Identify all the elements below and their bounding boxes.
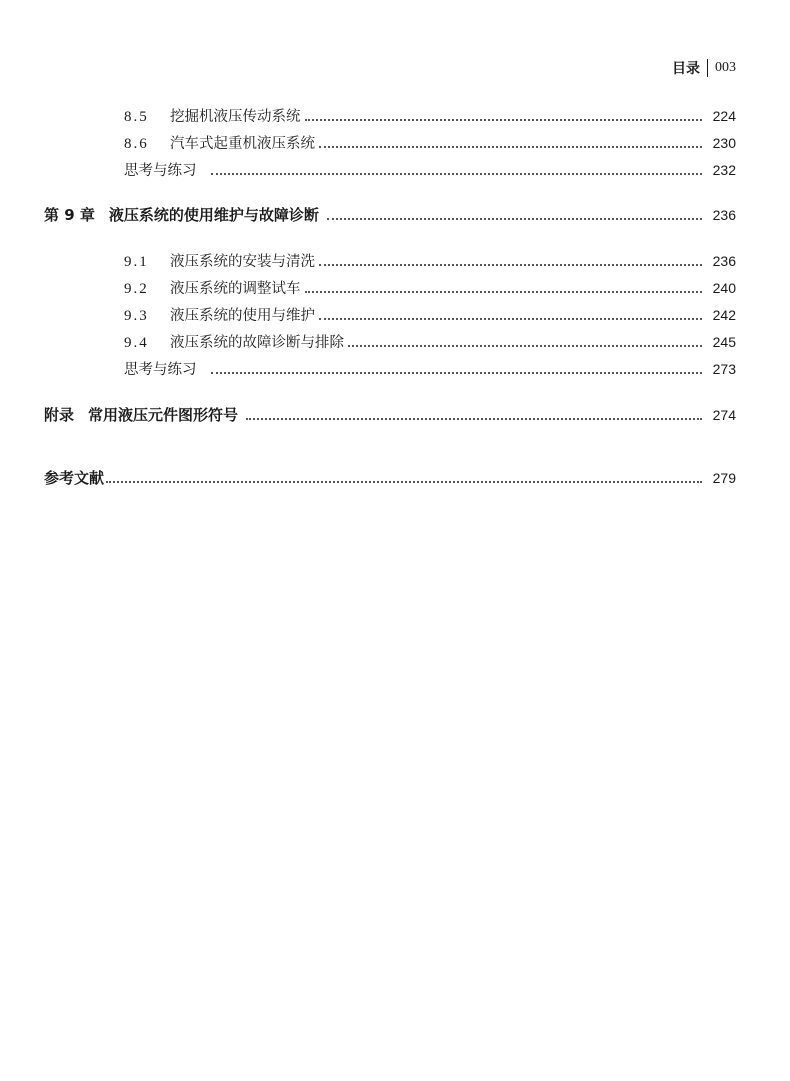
toc-appendix[interactable] xyxy=(44,406,736,424)
appendix-title: 常用液压元件图形符号 xyxy=(88,406,239,424)
page-number: 224 xyxy=(712,108,736,124)
toc-entry-exercises-9[interactable] xyxy=(124,360,736,379)
section-number: 8.5 xyxy=(124,109,149,125)
dot-leader xyxy=(211,173,703,175)
page-number: 274 xyxy=(712,407,736,423)
chapter-number: 第 9 章 xyxy=(44,206,95,224)
header-page-number: 003 xyxy=(715,60,736,75)
section-number: 9.2 xyxy=(124,281,149,297)
toc-entry-9-4[interactable] xyxy=(124,333,736,352)
toc-references[interactable] xyxy=(44,469,736,487)
references-title: 参考文献 xyxy=(44,469,105,487)
toc-entry-8-5[interactable] xyxy=(124,107,736,126)
section-number: 9.3 xyxy=(124,308,149,324)
toc-entry-9-3[interactable] xyxy=(124,306,736,325)
page-number: 236 xyxy=(712,253,736,269)
page-number: 230 xyxy=(712,135,736,151)
page-number: 232 xyxy=(712,162,736,178)
dot-leader xyxy=(319,264,702,266)
section-number: 8.6 xyxy=(124,136,149,152)
section-title: 思考与练习 xyxy=(124,362,197,378)
section-title: 挖掘机液压传动系统 xyxy=(170,109,301,125)
header-divider xyxy=(707,59,708,77)
toc-entry-9-2[interactable] xyxy=(124,279,736,298)
section-number: 9.4 xyxy=(124,335,149,351)
section-title: 汽车式起重机液压系统 xyxy=(170,136,315,152)
running-header xyxy=(672,58,736,78)
dot-leader xyxy=(305,291,703,293)
page-number: 273 xyxy=(712,361,736,377)
dot-leader xyxy=(327,218,702,220)
dot-leader xyxy=(348,345,702,347)
section-title: 液压系统的调整试车 xyxy=(170,281,301,297)
section-title: 思考与练习 xyxy=(124,163,197,179)
page-number: 242 xyxy=(712,307,736,323)
dot-leader xyxy=(246,418,702,420)
dot-leader xyxy=(211,372,703,374)
section-number: 9.1 xyxy=(124,254,149,270)
toc-chapter-9[interactable] xyxy=(44,206,736,224)
header-title: 目录 xyxy=(672,61,700,77)
page-number: 240 xyxy=(712,280,736,296)
section-title: 液压系统的故障诊断与排除 xyxy=(170,335,344,351)
toc-entry-9-1[interactable] xyxy=(124,252,736,271)
page-number: 245 xyxy=(712,334,736,350)
toc-entry-8-6[interactable] xyxy=(124,134,736,153)
appendix-label: 附录 xyxy=(44,406,75,424)
dot-leader xyxy=(319,146,702,148)
toc-entry-exercises-8[interactable] xyxy=(124,161,736,180)
section-title: 液压系统的安装与清洗 xyxy=(170,254,315,270)
chapter-title: 液压系统的使用维护与故障诊断 xyxy=(108,206,319,224)
dot-leader xyxy=(106,481,702,483)
page-number: 279 xyxy=(712,470,736,486)
dot-leader xyxy=(305,119,703,121)
page-number: 236 xyxy=(712,207,736,223)
dot-leader xyxy=(319,318,702,320)
section-title: 液压系统的使用与维护 xyxy=(170,308,315,324)
